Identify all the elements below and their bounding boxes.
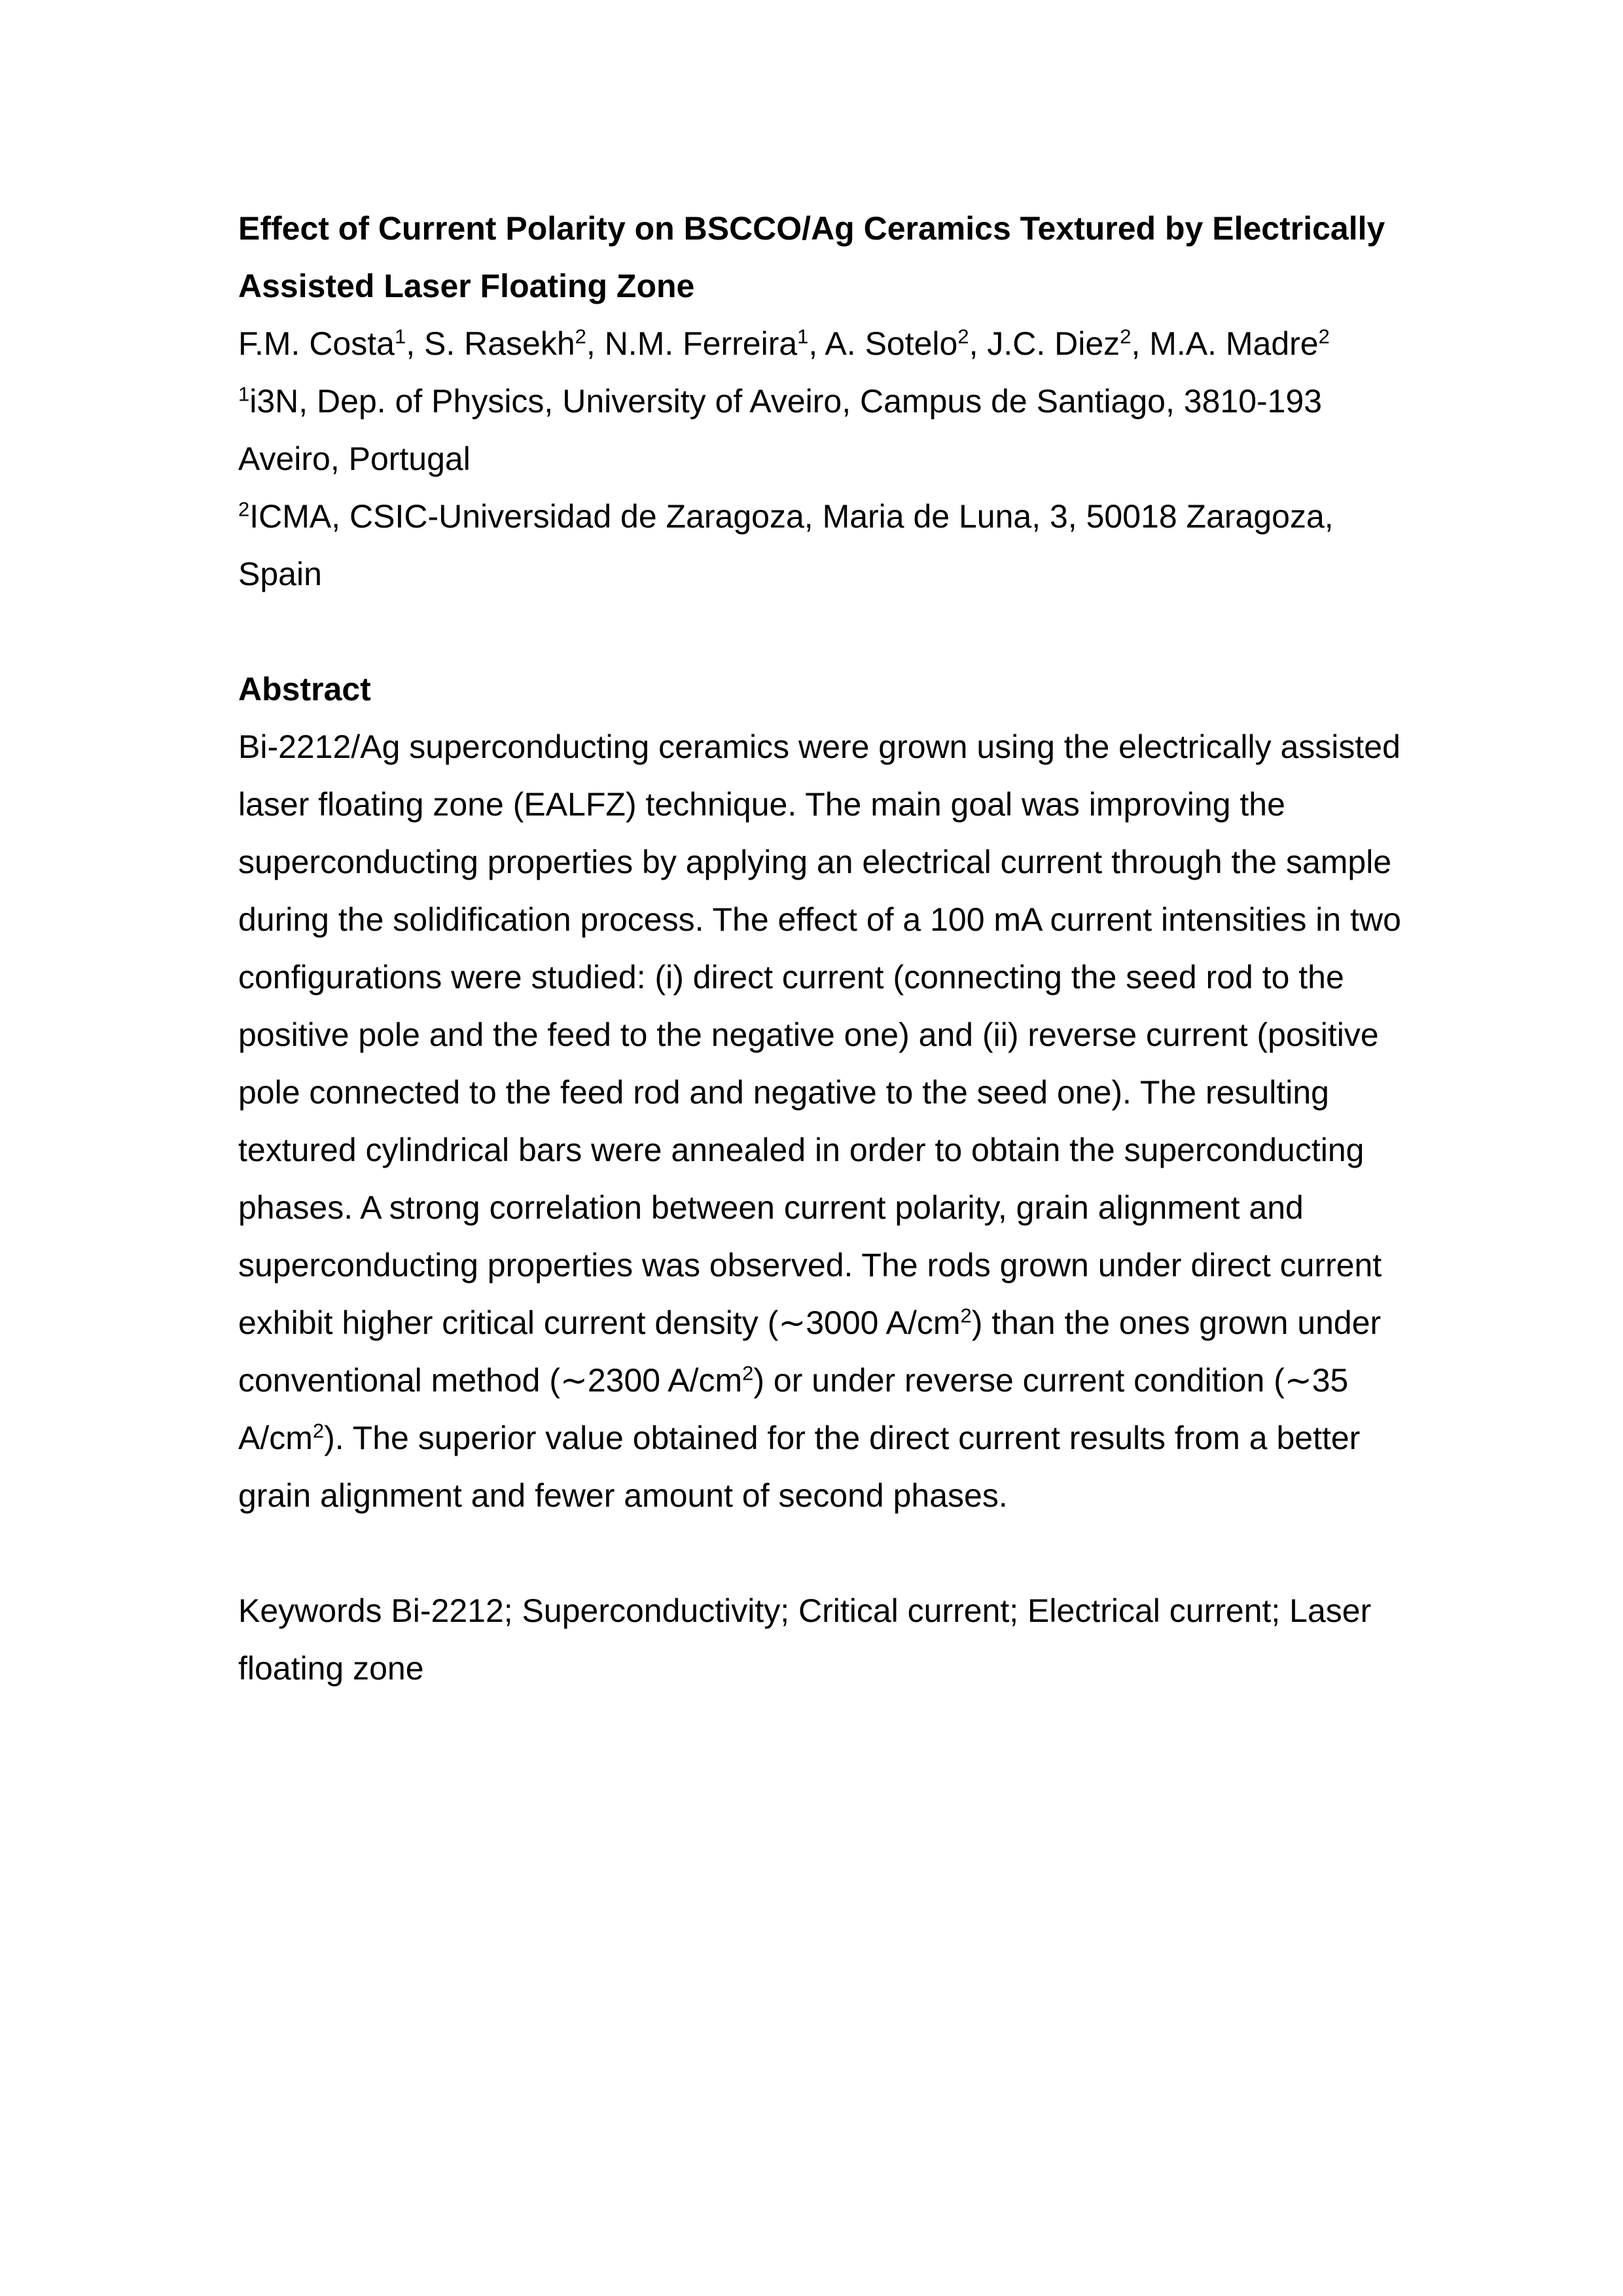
abstract-heading: Abstract <box>238 671 371 708</box>
abstract-body: Bi-2212/Ag superconducting ceramics were grown using the electrically assisted laser floating zone (EALFZ) technique. The main goal was improving the superconducting properties by applying an electrical current through the sample during the solidification process. The effect of a 100 mA current intensities in two configurations were studied: (i) direct current (connecting the seed rod to the positive pole and the feed to the negative one) and (ii) reverse current (positive pole connected to the feed rod and negative to the seed one). The resulting textured cylindrical bars were annealed in order to obtain the superconducting phases. A strong correlation between current polarity, grain alignment and superconducting properties was observed. The rods grown under direct current exhibit higher critical current density (∼3000 $A/cm^2$) than the ones grown under conventional method (∼2300 $A/cm^2$) or under reverse current condition (∼35 $A/cm^2$). The superior value obtained for the direct current results from a better grain alignment and fewer amount of second phases. <box>238 728 1401 1514</box>
keywords-line: Keywords Bi-2212; Superconductivity; Critical current; Electrical current; Laser floating zone <box>238 1592 1372 1687</box>
page-content <box>238 200 1423 1697</box>
paper-title-line-2: Assisted Laser Floating Zone <box>238 268 695 304</box>
affiliation-1: $^1$i3N, Dep. of Physics, University of Aveiro, Campus de Santiago, 3810-193 Aveiro, Portugal <box>238 382 1323 477</box>
paper-title <box>238 200 1423 315</box>
paper-title-line-1: Effect of Current Polarity on BSCCO/Ag Ceramics Textured by Electrically <box>238 210 1385 247</box>
affiliation-2: $^2$ICMA, CSIC-Universidad de Zaragoza, Maria de Luna, 3, 50018 Zaragoza, Spain <box>238 497 1334 592</box>
authors-line: F.M. Costa$^1$, S. Rasekh$^2$, N.M. Ferreira$^1$, A. Sotelo$^2$, J.C. Diez$^2$, M.A. Madre$^2$ <box>238 325 1330 362</box>
